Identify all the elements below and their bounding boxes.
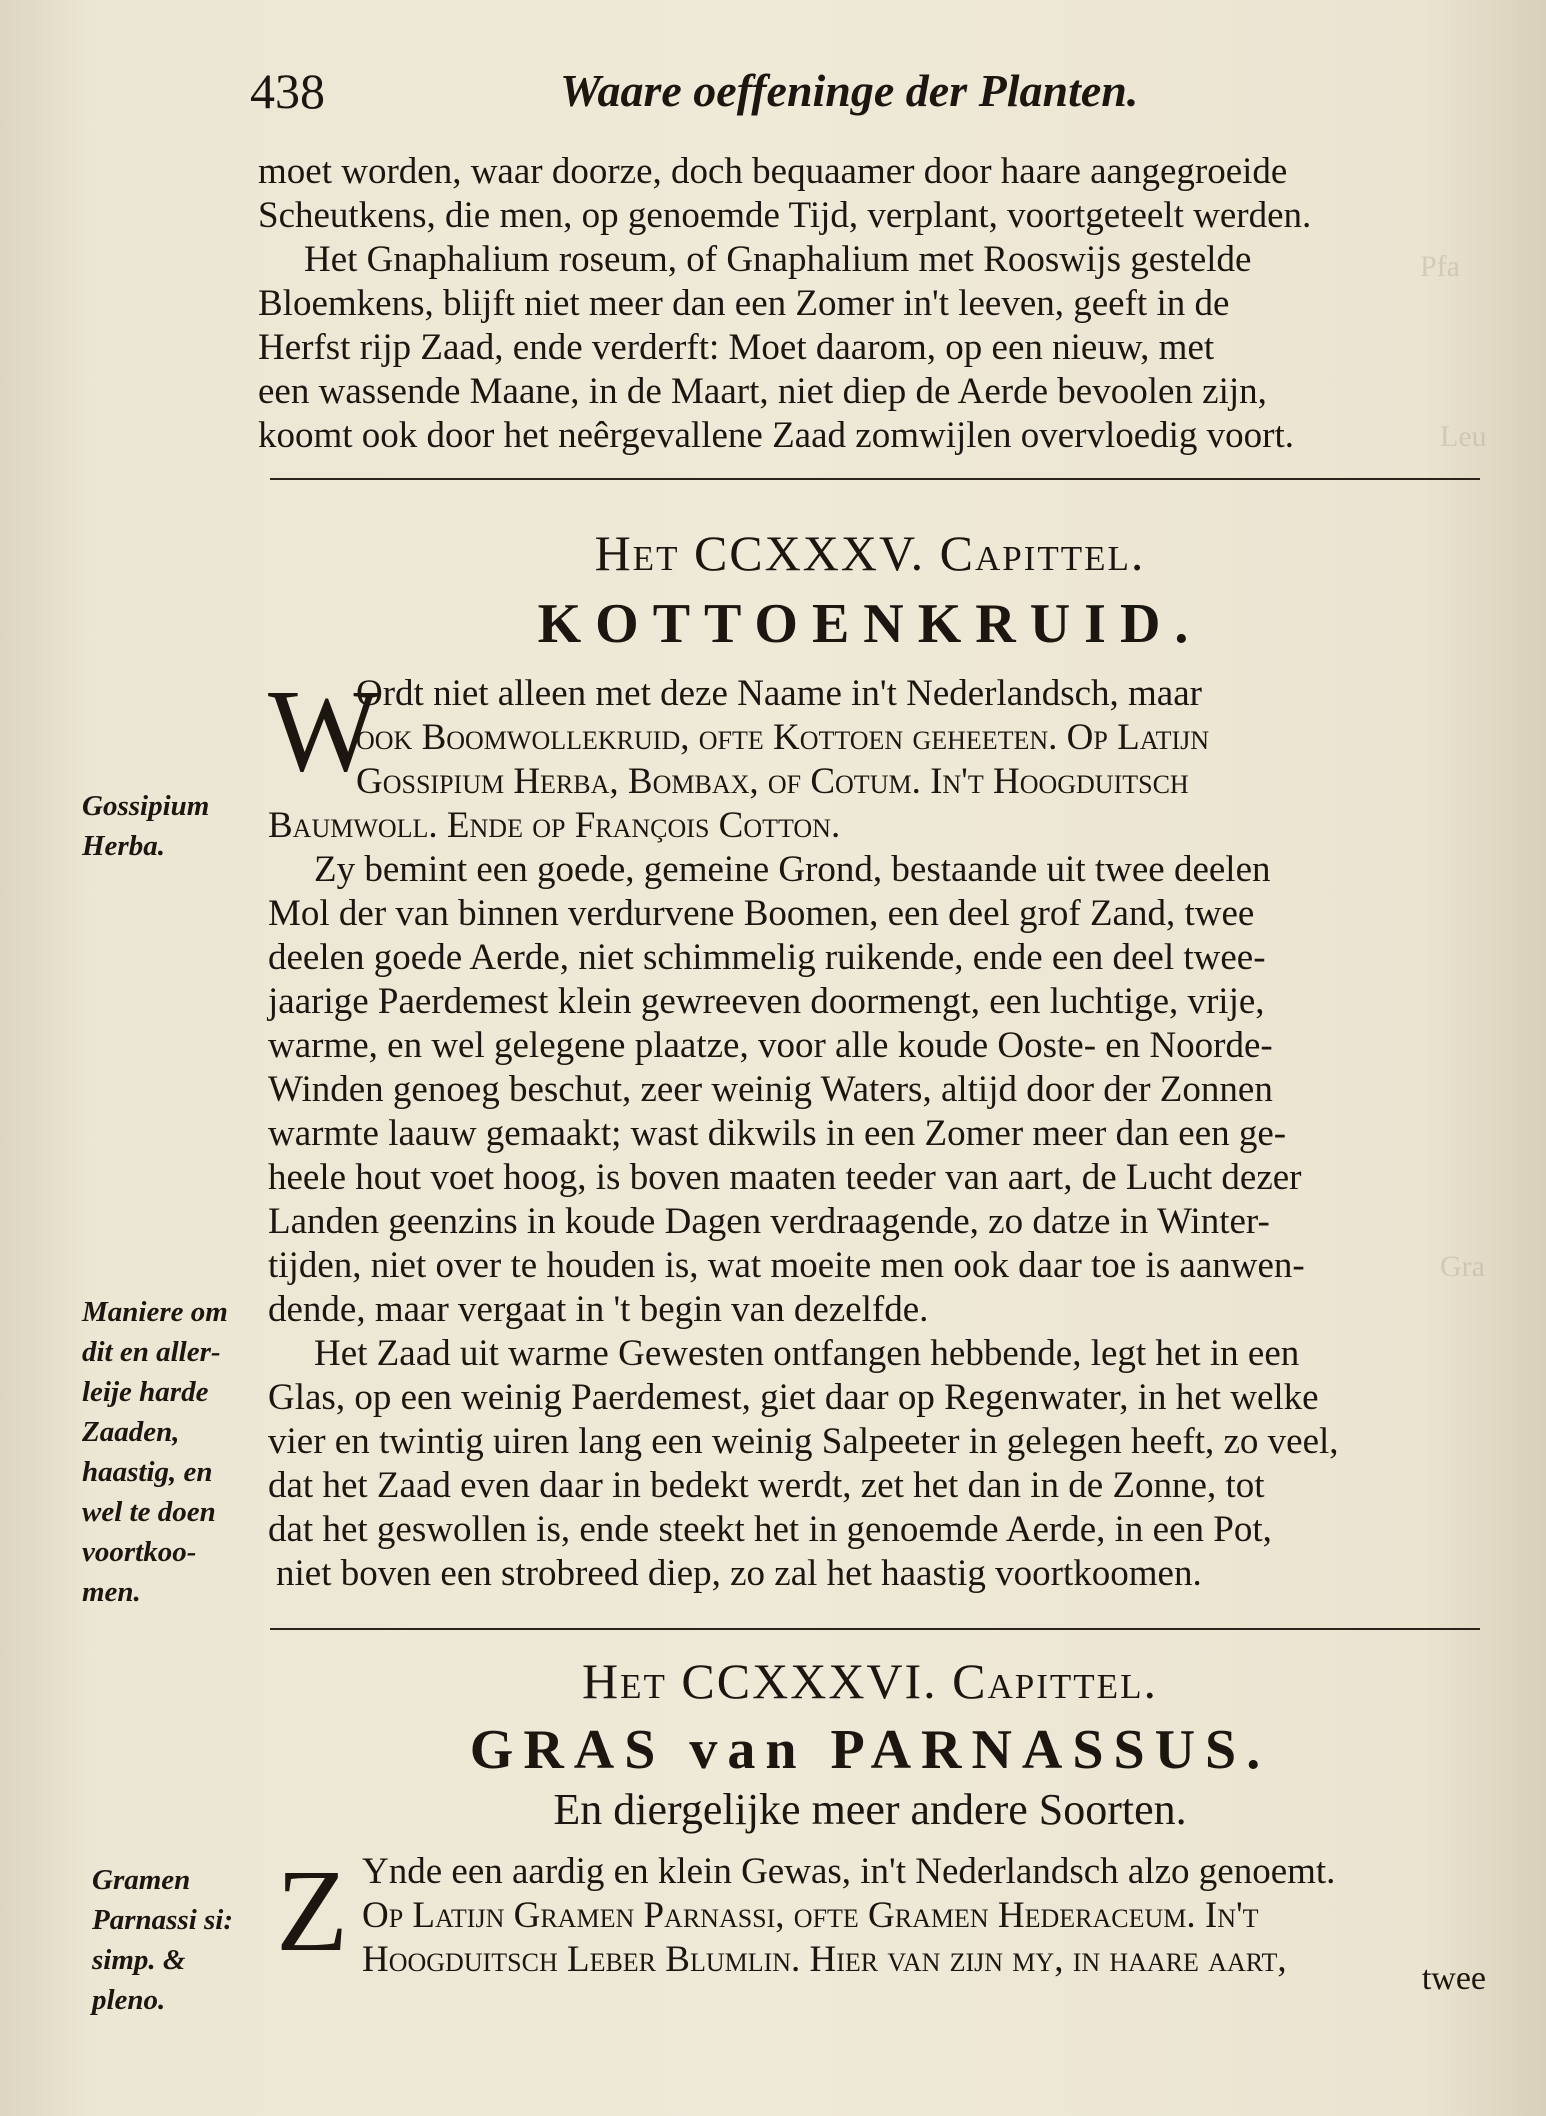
text-line: niet boven een strobreed diep, zo zal het haastig voortkoomen.: [276, 1553, 1202, 1594]
text-line: Ordt niet alleen met deze Naame in't Nederlandsch, maar: [356, 673, 1202, 714]
text-line: jaarige Paerdemest klein gewreeven doormengt, een luchtige, vrije,: [268, 981, 1265, 1022]
margin-note-line: haastig, en: [82, 1456, 213, 1488]
text-line: Gossipium Herba, Bombax, of Cotum. In't Hoogduitsch: [356, 761, 1189, 802]
margin-note: [82, 786, 209, 866]
text-line: Winden genoeg beschut, zeer weinig Waters, altijd door der Zonnen: [268, 1069, 1273, 1110]
margin-note-line: leije harde: [82, 1376, 209, 1408]
text-line: tijden, niet over te houden is, wat moeite men ook daar toe is aanwen-: [268, 1245, 1305, 1286]
text-line: warmte laauw gemaakt; wast dikwils in een Zomer meer dan een ge-: [268, 1113, 1287, 1154]
chapter-number: Het CCXXXVI. Capittel.: [582, 1653, 1158, 1709]
text-line: Glas, op een weinig Paerdemest, giet daar op Regenwater, in het welke: [268, 1377, 1319, 1418]
text-line: dat het Zaad even daar in bedekt werdt, zet het dan in de Zonne, tot: [268, 1465, 1265, 1506]
section-rule: [270, 478, 1480, 480]
text-line: ook Boomwollekruid, ofte Kottoen geheeten. Op Latijn: [356, 717, 1210, 758]
show-through: Pfa: [1420, 250, 1460, 283]
page-header: [250, 62, 1250, 142]
text-line: dat het geswollen is, ende steekt het in genoemde Aerde, in een Pot,: [268, 1509, 1272, 1550]
chapter-subtitle: En diergelijke meer andere Soorten.: [553, 1785, 1187, 1834]
text-line: Het Zaad uit warme Gewesten ontfangen hebbende, legt het in een: [314, 1333, 1300, 1374]
text-line: Bloemkens, blijft niet meer dan een Zomer in't leeven, geeft in de: [258, 283, 1230, 324]
chapter2-text: [258, 1845, 1480, 1982]
chapter-title: KOTTOENKRUID.: [537, 593, 1203, 655]
text-line: Scheutkens, die men, op genoemde Tijd, verplant, voortgeteelt werden.: [258, 195, 1312, 236]
catchword: twee: [1421, 1960, 1486, 1997]
text-line: Het Gnaphalium roseum, of Gnaphalium met Rooswijs gestelde: [304, 239, 1252, 280]
text-line: vier en twintig uiren lang een weinig Salpeeter in gelegen heeft, zo veel,: [268, 1421, 1339, 1462]
text-line: Mol der van binnen verdurvene Boomen, een deel grof Zand, twee: [268, 893, 1255, 934]
margin-note-line: Maniere om: [82, 1296, 228, 1328]
margin-note-line: Gramen: [92, 1864, 191, 1896]
margin-note-line: dit en aller-: [82, 1336, 221, 1368]
margin-note: [92, 1860, 233, 2020]
running-title: Waare oeffeninge der Planten.: [560, 65, 1139, 116]
show-through: Leu: [1440, 420, 1487, 453]
margin-note-line: men.: [82, 1576, 141, 1608]
margin-note-line: Gossipium: [82, 790, 210, 822]
text-line: Op Latijn Gramen Parnassi, ofte Gramen Hederaceum. In't: [362, 1895, 1259, 1936]
text-line: moet worden, waar doorze, doch bequaamer door haare aangegroeide: [258, 151, 1288, 192]
margin-note-line: simp. &: [92, 1944, 186, 1976]
margin-note-line: Parnassi si:: [92, 1904, 234, 1936]
text-line: deelen goede Aerde, niet schimmelig ruikende, ende een deel twee-: [268, 937, 1266, 978]
text-line: Baumwoll. Ende op François Cotton.: [268, 805, 841, 846]
text-line: heele hout voet hoog, is boven maaten teeder van aart, de Lucht dezer: [268, 1157, 1302, 1198]
margin-note: [82, 1292, 228, 1612]
text-line: dende, maar vergaat in 't begin van dezelfde.: [268, 1289, 929, 1330]
text-line: Zy bemint een goede, gemeine Grond, bestaande uit twee deelen: [314, 849, 1271, 890]
margin-note-line: wel te doen: [82, 1496, 216, 1528]
section-rule: [270, 1628, 1480, 1630]
margin-note-line: voortkoo-: [82, 1536, 197, 1568]
margin-note-line: Herba.: [82, 830, 165, 862]
text-line: een wassende Maane, in de Maart, niet diep de Aerde bevoolen zijn,: [258, 371, 1267, 412]
text-line: Landen geenzins in koude Dagen verdraagende, zo datze in Winter-: [268, 1201, 1270, 1242]
text-line: Herfst rijp Zaad, ende verderft: Moet daarom, op een nieuw, met: [258, 327, 1215, 368]
page-number: 438: [250, 63, 325, 119]
drop-cap: Z: [276, 1845, 349, 1976]
text-line: koomt ook door het neêrgevallene Zaad zomwijlen overvloedig voort.: [258, 415, 1295, 456]
chapter1-text: [258, 665, 1480, 1596]
margin-note-line: Zaaden,: [82, 1416, 180, 1448]
drop-cap: W: [268, 665, 380, 796]
margin-note-line: pleno.: [92, 1984, 166, 2016]
text-line: warme, en wel gelegene plaatze, voor alle koude Ooste- en Noorde-: [268, 1025, 1273, 1066]
text-line: Ynde een aardig en klein Gewas, in't Nederlandsch alzo genoemt.: [362, 1851, 1336, 1892]
chapter-number: Het CCXXXV. Capittel.: [594, 525, 1146, 581]
intro-text: [258, 150, 1480, 458]
text-line: Hoogduitsch Leber Blumlin. Hier van zijn my, in haare aart,: [362, 1939, 1287, 1980]
show-through: Gra: [1440, 1250, 1485, 1283]
chapter-title: GRAS van PARNASSUS.: [469, 1719, 1271, 1781]
